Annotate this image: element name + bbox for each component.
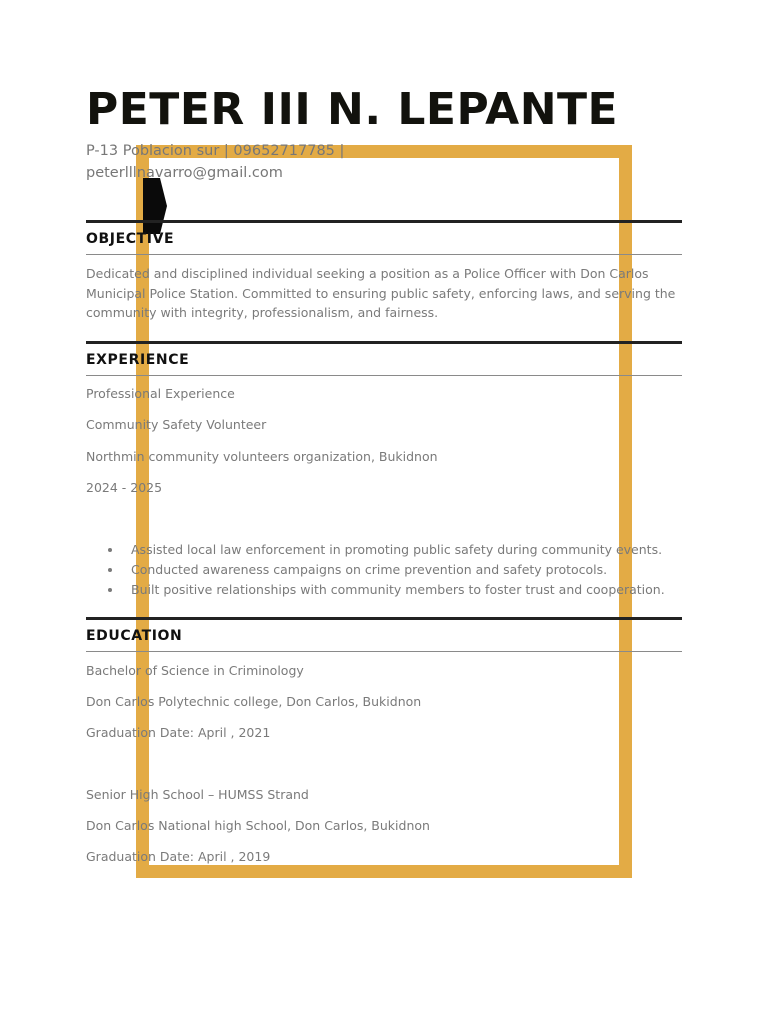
- bullet-icon: [108, 548, 112, 552]
- bullet-text: Assisted local law enforcement in promoting public safety during community events.: [131, 542, 663, 557]
- bullet-icon: [108, 588, 112, 592]
- experience-organization: Northmin community volunteers organization, Bukidnon: [86, 449, 438, 464]
- education-school: Don Carlos Polytechnic college, Don Carlos, Bukidnon: [86, 694, 422, 709]
- section-divider-thick: [86, 617, 682, 620]
- section-divider-thin: [86, 254, 682, 255]
- contact-email: peterlllnavarro@gmail.com: [86, 165, 283, 181]
- section-divider-thick: [86, 220, 682, 223]
- section-divider-thin: [86, 651, 682, 652]
- experience-category: Professional Experience: [86, 386, 235, 401]
- list-item: [86, 560, 665, 580]
- experience-dates: 2024 - 2025: [86, 480, 163, 495]
- contact-address-phone: P-13 Poblacion sur | 09652717785 |: [86, 143, 345, 159]
- experience-heading: EXPERIENCE: [86, 352, 190, 368]
- education-school: Don Carlos National high School, Don Carlos, Bukidnon: [86, 818, 430, 833]
- bullet-text: Built positive relationships with community members to foster trust and cooperation.: [131, 582, 665, 597]
- section-divider-thin: [86, 375, 682, 376]
- bullet-text: Conducted awareness campaigns on crime prevention and safety protocols.: [131, 562, 608, 577]
- objective-heading: OBJECTIVE: [86, 231, 175, 247]
- experience-role: Community Safety Volunteer: [86, 417, 267, 432]
- section-divider-thick: [86, 341, 682, 344]
- education-degree: Senior High School – HUMSS Strand: [86, 787, 309, 802]
- applicant-name: PETER III N. LEPANTE: [86, 84, 619, 135]
- contact-info: [86, 140, 344, 184]
- education-date: Graduation Date: April , 2021: [86, 725, 271, 740]
- list-item: [86, 540, 665, 560]
- education-heading: EDUCATION: [86, 628, 183, 644]
- education-date: Graduation Date: April , 2019: [86, 849, 271, 864]
- list-item: [86, 580, 665, 600]
- bullet-icon: [108, 568, 112, 572]
- objective-text: Dedicated and disciplined individual seeking a position as a Police Officer with Don Carlos Municipal Police Station. Committed to ensuring public safety, enforcing laws, and serving the community with integrity, professionalism, and fairness.: [86, 266, 676, 320]
- experience-bullet-list: [86, 540, 665, 600]
- education-degree: Bachelor of Science in Criminology: [86, 663, 304, 678]
- arrow-tab-icon: [143, 178, 167, 234]
